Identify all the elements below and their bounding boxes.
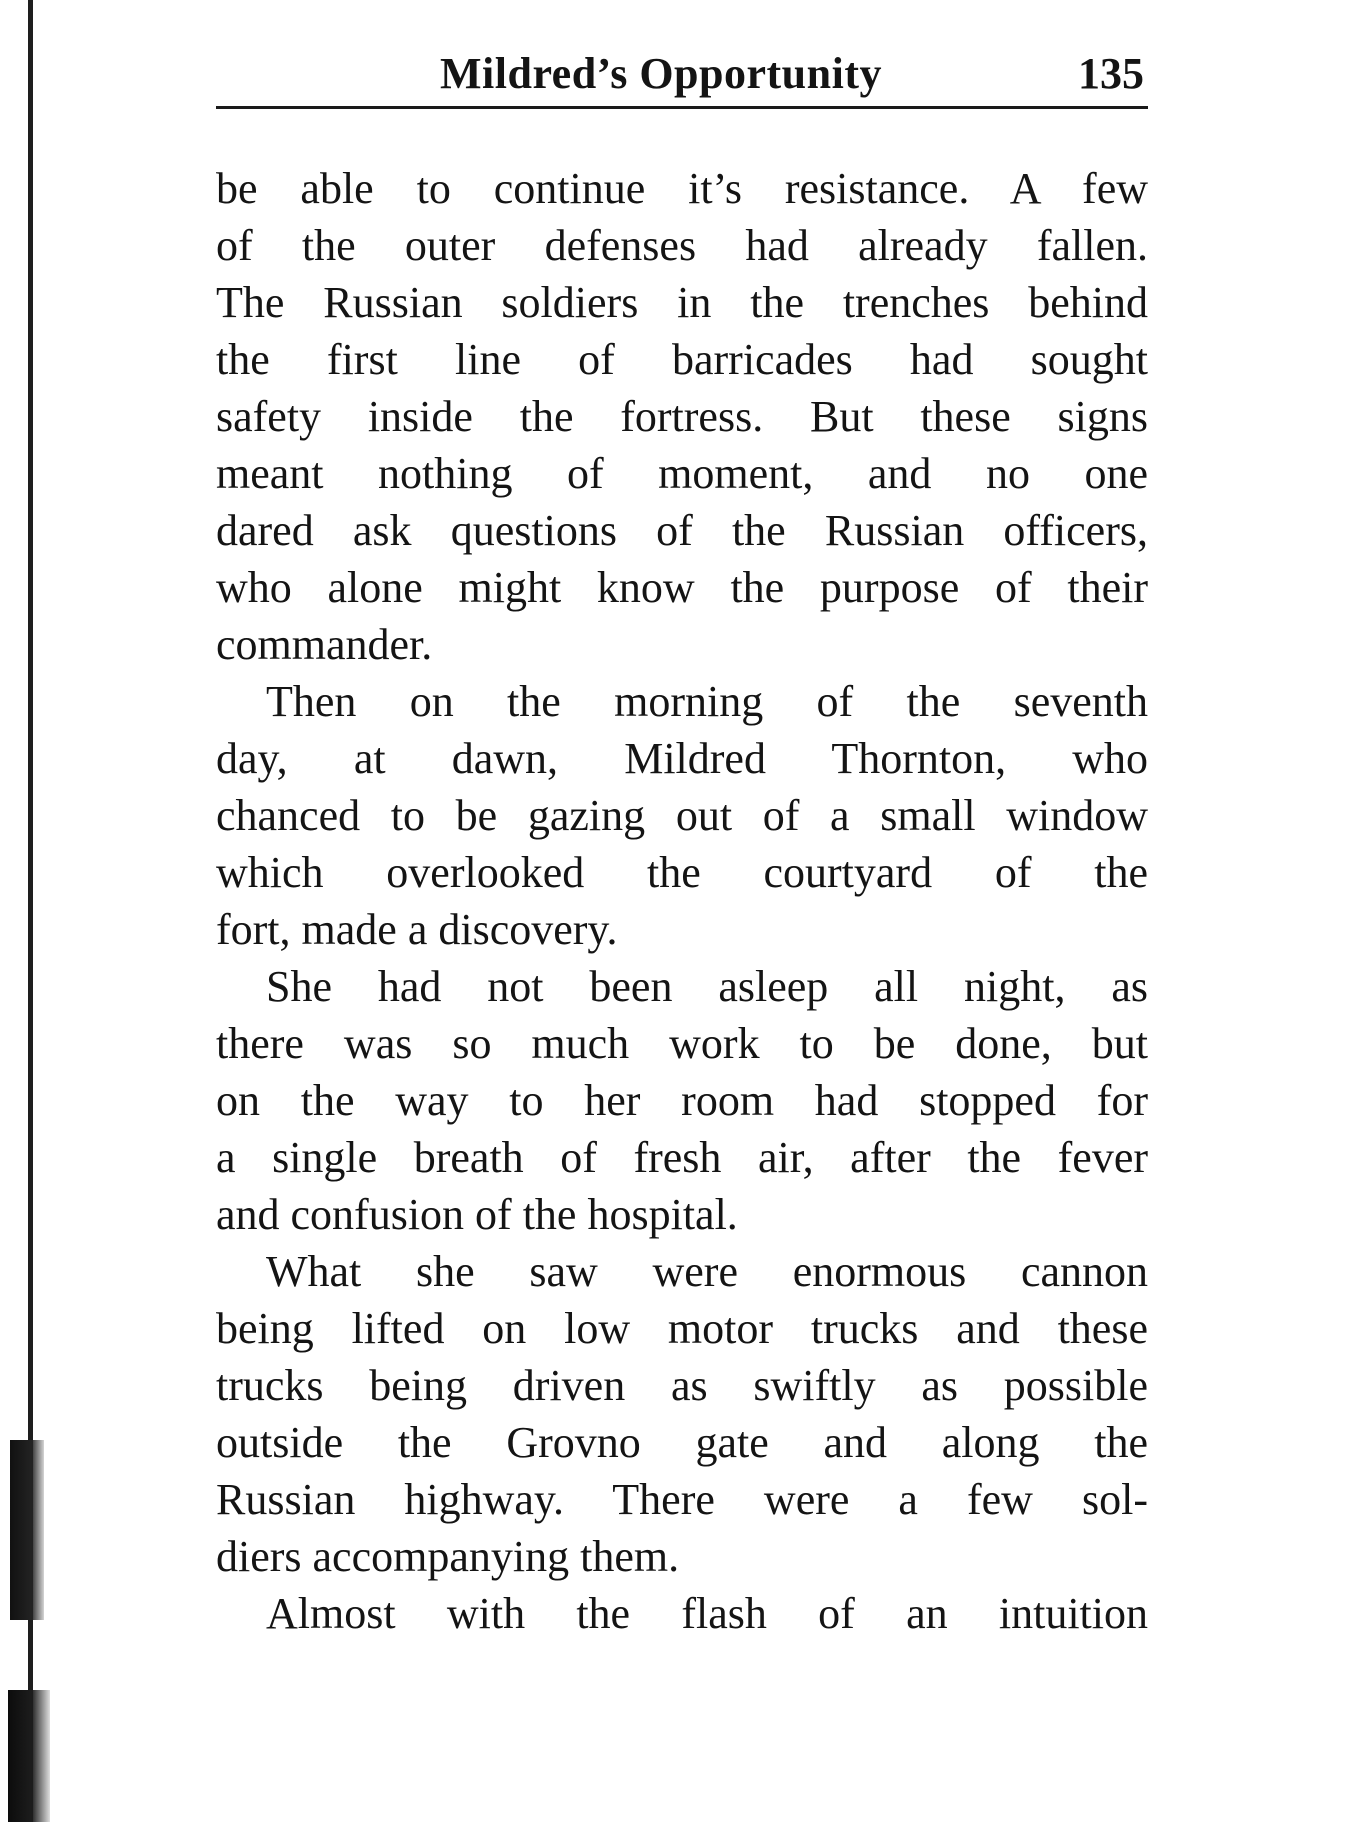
text-line: being lifted on low motor trucks and these [216,1304,1148,1353]
running-head [216,44,1148,104]
text-line: trucks being driven as swiftly as possible [216,1361,1148,1410]
text-line: What she saw were enormous cannon [266,1247,1148,1296]
binding-shadow [10,1440,44,1620]
running-head-title: Mildred’s Opportunity [440,49,882,98]
text-line: day, at dawn, Mildred Thornton, who [216,734,1148,783]
text-line: who alone might know the purpose of their [216,563,1148,612]
binding-shadow-lower [8,1690,50,1822]
text-line: diers accompanying them. [216,1532,680,1581]
body-text [216,160,1148,1642]
text-line: safety inside the fortress. But these signs [216,392,1148,441]
header-rule [216,106,1148,109]
text-line: chanced to be gazing out of a small window [216,791,1148,840]
text-line: on the way to her room had stopped for [216,1076,1148,1125]
text-line: and confusion of the hospital. [216,1190,738,1239]
text-line: She had not been asleep all night, as [266,962,1148,1011]
text-line: Russian highway. There were a few sol- [216,1475,1148,1524]
text-line: commander. [216,620,433,669]
text-line: there was so much work to be done, but [216,1019,1148,1068]
text-line: fort, made a discovery. [216,905,618,954]
page-number: 135 [1078,49,1144,98]
text-line: the first line of barricades had sought [216,335,1148,384]
text-line: of the outer defenses had already fallen. [216,221,1148,270]
text-line: Almost with the flash of an intuition [266,1589,1148,1638]
text-line: which overlooked the courtyard of the [216,848,1148,897]
text-line: dared ask questions of the Russian officers, [216,506,1148,555]
text-line: meant nothing of moment, and no one [216,449,1148,498]
text-line: The Russian soldiers in the trenches behind [216,278,1148,327]
text-line: be able to continue it’s resistance. A few [216,164,1148,213]
text-line: a single breath of fresh air, after the fever [216,1133,1148,1182]
text-line: outside the Grovno gate and along the [216,1418,1148,1467]
text-line: Then on the morning of the seventh [266,677,1148,726]
